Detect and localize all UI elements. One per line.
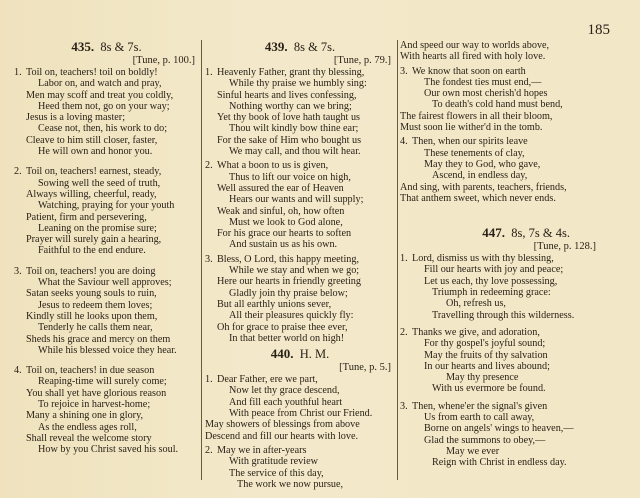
stanza [205, 445, 395, 490]
stanza-number: 3. [205, 253, 213, 265]
verse-text: Shall reveal the welcome story [26, 432, 152, 444]
verse-line [400, 310, 600, 321]
verse-text: But all earthly unions sever, [217, 298, 332, 310]
hymn-header [14, 40, 199, 54]
verse-line [400, 193, 600, 204]
column-divider [397, 40, 398, 480]
verse-text: Let us each, thy love possessing, [424, 275, 558, 287]
verse-text: For thy gospel's joyful sound; [424, 338, 546, 350]
verse-text: Triumph in redeeming grace: [432, 287, 551, 299]
verse-text: Our own most cherish'd hopes [424, 88, 548, 100]
verse-text: Glad the summons to obey,— [424, 434, 546, 446]
verse-line [205, 67, 395, 78]
verse-text: Leaning on the promise sure; [38, 222, 157, 234]
stanza-number: 3. [400, 400, 408, 412]
verse-text: Descend and fill our hearts with love. [205, 430, 359, 442]
verse-line [205, 374, 395, 385]
verse-text: Heavenly Father, grant thy blessing, [217, 67, 365, 78]
stanza [400, 40, 600, 63]
verse-line [400, 99, 600, 110]
hymn-tune: [Tune, p. 79.] [333, 55, 391, 66]
stanza-number: 1. [205, 67, 213, 78]
verse-line [400, 66, 600, 77]
verse-line [14, 288, 199, 299]
hymn-meter: 8s, 7s & 4s. [511, 226, 570, 241]
verse-text: To rejoice in harvest-home; [38, 399, 151, 411]
verse-line [400, 338, 600, 349]
verse-text: As the endless ages roll, [38, 421, 137, 433]
stanza-number: 1. [14, 67, 22, 78]
verse-line [400, 40, 600, 51]
verse-text: Hears our wants and will supply; [229, 194, 364, 206]
verse-text: Prayer will surely gain a hearing, [26, 234, 162, 246]
verse-line [400, 136, 600, 147]
verse-line [400, 350, 600, 361]
verse-line [205, 172, 395, 183]
verse-text: Heed them not, go on your way; [38, 100, 170, 112]
verse-line [14, 266, 199, 277]
verse-line [400, 182, 600, 193]
stanza-number: 2. [205, 160, 213, 172]
stanza [14, 365, 199, 455]
verse-text: Well assured the ear of Heaven [217, 182, 344, 194]
verse-text: Oh, refresh us, [446, 298, 506, 310]
stanza-number: 4. [14, 365, 22, 377]
verse-line [205, 135, 395, 146]
verse-text: Dear Father, ere we part, [217, 374, 318, 386]
verse-line [400, 122, 600, 133]
hymn-header [205, 40, 395, 54]
verse-text: For the sake of Him who bought us [217, 134, 362, 146]
verse-line [400, 264, 600, 275]
verse-line [205, 385, 395, 396]
stanza-number: 2. [14, 166, 22, 178]
verse-text: Bless, O Lord, this happy meeting, [217, 253, 360, 265]
verse-line [14, 146, 199, 157]
verse-line [400, 327, 600, 338]
verse-text: With us evermore be found. [432, 383, 546, 395]
verse-text: What the Saviour well approves; [38, 277, 172, 289]
verse-text: May thy presence [446, 372, 519, 384]
stanza [205, 254, 395, 344]
verse-text: He will own and honor you. [38, 146, 153, 158]
verse-line [14, 322, 199, 333]
stanza [400, 401, 600, 469]
verse-text: Here our hearts in friendly greeting [217, 276, 361, 288]
stanza-number: 2. [205, 444, 213, 456]
verse-line [400, 253, 600, 264]
verse-line [14, 234, 199, 245]
verse-text: Jesus to redeem them loves; [38, 299, 153, 311]
verse-text: And fill each youthful heart [229, 396, 343, 408]
verse-line [14, 78, 199, 89]
verse-line [14, 399, 199, 410]
column-right [400, 40, 600, 469]
verse-text: Gladly join thy praise below; [229, 287, 348, 299]
hymn-number: 440. [270, 346, 294, 362]
verse-text: While thy praise we humbly sing: [229, 78, 367, 90]
verse-line [205, 239, 395, 250]
verse-line [205, 228, 395, 239]
verse-line [14, 376, 199, 387]
verse-line [14, 311, 199, 322]
verse-line [14, 300, 199, 311]
verse-line [400, 88, 600, 99]
verse-line [400, 412, 600, 423]
hymn-tune: [Tune, p. 128.] [533, 241, 596, 253]
verse-text: Now let thy grace descend, [229, 385, 340, 397]
column-divider [201, 40, 202, 480]
verse-text: For his grace our hearts to soften [217, 228, 352, 240]
verse-text: Ascend, in endless day, [432, 170, 528, 182]
hymn-meter: 8s & 7s. [100, 40, 142, 54]
stanza [14, 166, 199, 256]
stanza-number: 2. [400, 326, 408, 338]
verse-line [14, 444, 199, 455]
verse-line [400, 372, 600, 383]
stanzas [400, 253, 600, 468]
verse-line [400, 423, 600, 434]
verse-line [205, 288, 395, 299]
verse-line [205, 254, 395, 265]
verse-text: Satan seeks young souls to ruin, [26, 288, 157, 300]
hymn-tune: [Tune, p. 100.] [132, 55, 195, 66]
verse-text: And sustain us as his own. [229, 239, 338, 251]
verse-line [205, 194, 395, 205]
verse-line [14, 433, 199, 444]
stanza-number: 4. [400, 136, 408, 148]
verse-line [205, 206, 395, 217]
verse-text: Then, when our spirits leave [412, 136, 528, 148]
verse-text: Then, whene'er the signal's given [412, 400, 548, 412]
verse-line [205, 299, 395, 310]
verse-text: To death's cold hand must bend, [432, 99, 563, 111]
hymn-meter: 8s & 7s. [293, 40, 336, 54]
hymn-number: 435. [71, 39, 95, 54]
verse-text: Patient, firm and persevering, [26, 211, 147, 223]
verse-line [205, 183, 395, 194]
verse-text: What a boon to us is given, [217, 160, 329, 172]
verse-text: Reign with Christ in endless day. [432, 457, 567, 469]
verse-text: Toil on, teachers! you are doing [26, 265, 156, 277]
verse-text: Reaping-time will surely come; [38, 376, 167, 388]
verse-line [400, 276, 600, 287]
verse-text: Cleave to him still closer, faster, [26, 134, 158, 146]
hymn-number: 447. [482, 225, 506, 241]
stanzas [205, 374, 395, 490]
stanzas [400, 40, 600, 204]
verse-line [205, 322, 395, 333]
verse-text: May we in after-years [217, 444, 307, 456]
verse-text: Sheds his grace and mercy on them [26, 333, 171, 345]
verse-line [400, 111, 600, 122]
verse-text: Always willing, cheerful, ready, [26, 188, 157, 200]
verse-text: May they to God, who gave, [424, 158, 541, 170]
verse-text: Fill our hearts with joy and peace; [424, 264, 564, 276]
verse-line [400, 435, 600, 446]
verse-text: Jesus is a loving master; [26, 112, 126, 124]
stanza [205, 374, 395, 442]
verse-line [400, 287, 600, 298]
verse-line [400, 457, 600, 468]
stanza-number: 3. [400, 65, 408, 77]
verse-text: How by you Christ saved his soul. [38, 444, 179, 456]
column-left [14, 40, 199, 456]
verse-line [205, 408, 395, 419]
verse-line [14, 388, 199, 399]
verse-line [14, 189, 199, 200]
stanza [205, 67, 395, 157]
verse-line [400, 401, 600, 412]
verse-line [14, 334, 199, 345]
verse-line [400, 77, 600, 88]
verse-text: Faithful to the end endure. [38, 245, 146, 257]
verse-line [400, 298, 600, 309]
verse-line [205, 78, 395, 89]
verse-line [400, 148, 600, 159]
verse-line [205, 419, 395, 430]
stanza [205, 160, 395, 250]
verse-line [14, 200, 199, 211]
stanza [400, 66, 600, 134]
verse-line [14, 245, 199, 256]
verse-line [205, 468, 395, 479]
verse-line [205, 456, 395, 467]
verse-line [400, 383, 600, 394]
hymn-meter: H. M. [299, 347, 330, 362]
verse-text: These tenements of clay, [424, 147, 525, 159]
verse-text: Sowing well the seed of truth, [38, 177, 161, 189]
verse-text: Borne on angels' wings to heaven,— [424, 423, 574, 435]
verse-text: Many a shining one in glory, [26, 410, 144, 422]
verse-text: The work we now pursue, [237, 478, 344, 490]
verse-line [14, 365, 199, 376]
stanza [14, 266, 199, 356]
verse-line [400, 51, 600, 62]
verse-text: Yet thy book of love hath taught us [217, 112, 360, 124]
verse-text: The fondest ties must end,— [424, 76, 542, 88]
hymn-header [400, 226, 600, 240]
verse-line [205, 333, 395, 344]
verse-line [14, 223, 199, 234]
verse-line [205, 90, 395, 101]
verse-line [205, 123, 395, 134]
verse-line [205, 397, 395, 408]
verse-line [14, 166, 199, 177]
verse-line [205, 431, 395, 442]
verse-line [14, 135, 199, 146]
verse-text: Toil on, teachers! earnest, steady, [26, 166, 162, 178]
verse-line [14, 410, 199, 421]
verse-text: In our hearts and lives abound; [424, 360, 550, 372]
verse-line [205, 146, 395, 157]
verse-line [14, 178, 199, 189]
verse-line [400, 159, 600, 170]
verse-text: We know that soon on earth [412, 65, 526, 77]
stanza-number: 1. [400, 253, 408, 265]
verse-text: The service of this day, [229, 467, 324, 479]
verse-text: Men may scoff and treat you coldly, [26, 89, 174, 101]
verse-text: With peace from Christ our Friend. [229, 408, 373, 420]
verse-line [205, 101, 395, 112]
verse-line [14, 123, 199, 134]
verse-line [14, 112, 199, 123]
verse-text: May we ever [446, 445, 500, 457]
hymn-tune: [Tune, p. 5.] [339, 362, 391, 374]
verse-line [205, 160, 395, 171]
verse-text: Thanks we give, and adoration, [412, 326, 540, 338]
verse-text: All their pleasures quickly fly: [229, 310, 354, 322]
verse-line [205, 310, 395, 321]
verse-text: Watching, praying for your youth [38, 200, 175, 212]
verse-text: Cease not, then, his work to do; [38, 123, 168, 135]
verse-text: May showers of blessings from above [205, 419, 360, 431]
stanza [400, 136, 600, 204]
verse-text: Travelling through this wilderness. [432, 309, 575, 321]
verse-text: Weak and sinful, oh, how often [217, 205, 345, 217]
verse-text: That anthem sweet, which never ends. [400, 192, 556, 204]
stanza [400, 327, 600, 395]
stanza [14, 67, 199, 157]
verse-line [14, 212, 199, 223]
verse-line [14, 67, 199, 78]
verse-line [14, 277, 199, 288]
verse-line [205, 445, 395, 456]
verse-line [400, 446, 600, 457]
verse-text: Lord, dismiss us with thy blessing, [412, 253, 554, 265]
verse-line [400, 361, 600, 372]
verse-text: In that better world on high! [229, 332, 345, 344]
stanzas [205, 67, 395, 344]
verse-line [205, 217, 395, 228]
verse-text: Must we look to God alone, [229, 216, 343, 228]
verse-text: And speed our way to worlds above, [400, 40, 550, 51]
hymn-header [205, 347, 395, 361]
stanzas [14, 67, 199, 456]
stanza-number: 1. [205, 374, 213, 386]
verse-line [205, 265, 395, 276]
verse-text: The fairest flowers in all their bloom, [400, 110, 553, 122]
verse-text: With hearts all fired with holy love. [400, 51, 546, 63]
verse-line [400, 170, 600, 181]
verse-text: With gratitude review [229, 456, 318, 468]
verse-text: Kindly still he looks upon them, [26, 310, 158, 322]
hymn-number: 439. [264, 39, 288, 54]
verse-line [14, 101, 199, 112]
verse-line [205, 276, 395, 287]
stanza [400, 253, 600, 321]
verse-text: Toil on, teachers! in due season [26, 365, 155, 377]
verse-text: Labor on, and watch and pray, [38, 78, 162, 90]
verse-text: May the fruits of thy salvation [424, 349, 548, 361]
column-middle [205, 40, 395, 490]
stanza-number: 3. [14, 265, 22, 277]
verse-text: Nothing worthy can we bring; [229, 100, 352, 112]
verse-line [14, 422, 199, 433]
verse-text: Us from earth to call away, [424, 412, 535, 424]
page-number: 185 [587, 22, 610, 38]
verse-text: Toil on, teachers! toil on boldly! [26, 67, 158, 78]
verse-text: Thou wilt kindly bow thine ear; [229, 123, 359, 135]
verse-text: Tenderly he calls them near, [38, 322, 153, 334]
verse-text: Must soon lie wither'd in the tomb. [400, 122, 543, 134]
verse-line [14, 90, 199, 101]
verse-line [14, 345, 199, 356]
verse-line [205, 479, 395, 490]
verse-text: Thus to lift our voice on high, [229, 171, 351, 183]
verse-text: While his blessed voice they hear. [38, 344, 177, 356]
verse-line [205, 112, 395, 123]
verse-text: While we stay and when we go; [229, 265, 360, 277]
verse-text: And sing, with parents, teachers, friends, [400, 181, 567, 193]
verse-text: We may call, and thou wilt hear. [229, 146, 361, 158]
verse-text: You shall yet have glorious reason [26, 387, 167, 399]
verse-text: Oh for grace to praise thee ever, [217, 321, 348, 333]
verse-text: Sinful hearts and lives confessing, [217, 89, 357, 101]
